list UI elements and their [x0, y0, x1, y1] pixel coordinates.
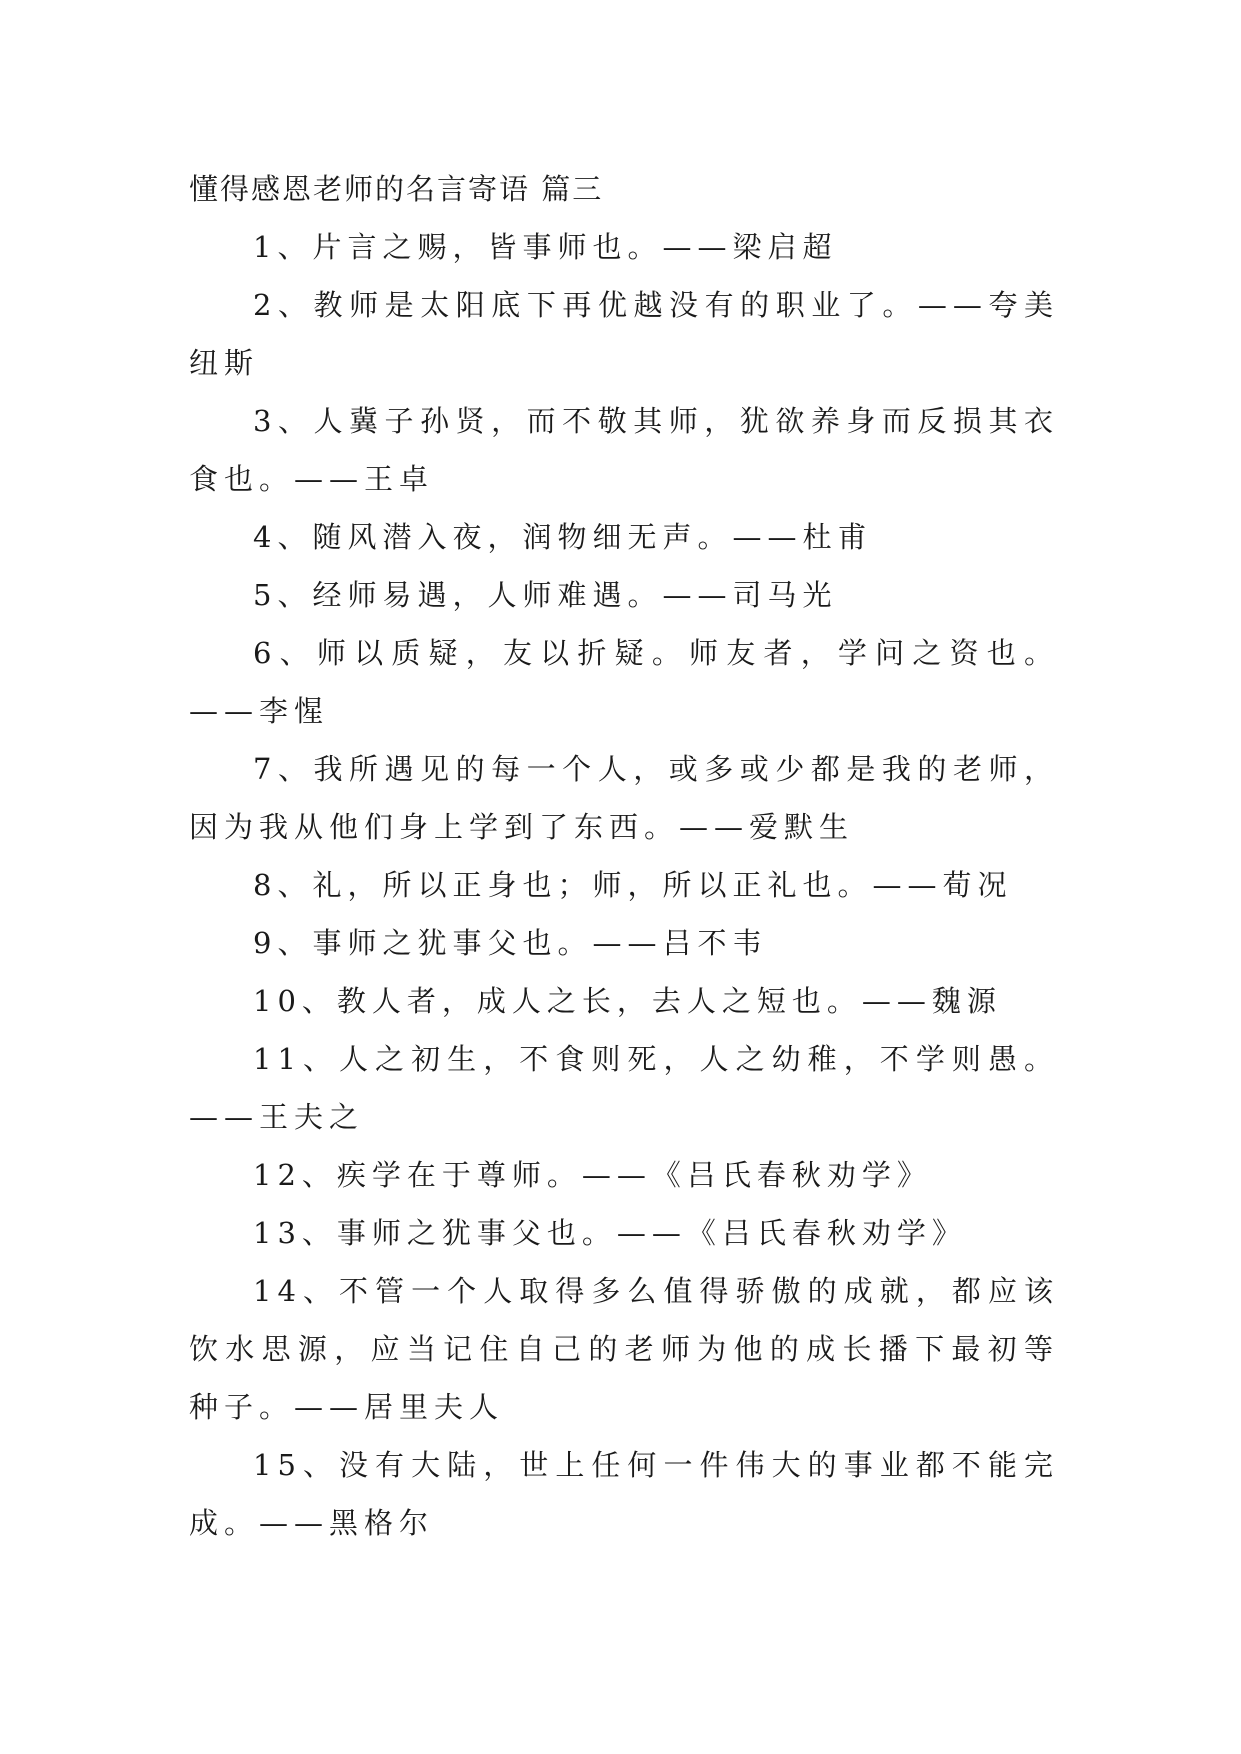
quote-item: 10、教人者，成人之长，去人之短也。——魏源 — [253, 984, 1002, 1018]
quote-item: 13、事师之犹事父也。——《吕氏春秋劝学》 — [253, 1216, 967, 1250]
quote-item: 12、疾学在于尊师。——《吕氏春秋劝学》 — [253, 1158, 932, 1192]
quote-item: 4、随风潜入夜，润物细无声。——杜甫 — [253, 520, 873, 554]
quote-item: 11、人之初生，不食则死，人之幼稚，不学则愚。——王夫之 — [189, 1042, 1059, 1134]
quote-item: 7、我所遇见的每一个人，或多或少都是我的老师，因为我从他们身上学到了东西。——爱默生 — [189, 752, 1059, 844]
quote-item: 6、师以质疑，友以折疑。师友者，学问之资也。——李惺 — [189, 636, 1059, 728]
quote-item: 9、事师之犹事父也。——吕不韦 — [253, 926, 768, 960]
quote-item: 3、人冀子孙贤，而不敬其师，犹欲养身而反损其衣食也。——王卓 — [189, 404, 1059, 496]
quote-item: 14、不管一个人取得多么值得骄傲的成就，都应该饮水思源，应当记住自己的老师为他的成长播下最初等种子。——居里夫人 — [189, 1274, 1059, 1424]
quote-item: 2、教师是太阳底下再优越没有的职业了。——夸美纽斯 — [189, 288, 1059, 380]
document-title: 懂得感恩老师的名言寄语 篇三 — [189, 172, 604, 206]
quote-item: 1、片言之赐，皆事师也。——梁启超 — [253, 230, 838, 264]
quote-item: 15、没有大陆，世上任何一件伟大的事业都不能完成。——黑格尔 — [189, 1448, 1059, 1540]
document-body — [189, 160, 1059, 1552]
quote-item: 8、礼，所以正身也；师，所以正礼也。——荀况 — [253, 868, 1013, 902]
quote-item: 5、经师易遇，人师难遇。——司马光 — [253, 578, 838, 612]
